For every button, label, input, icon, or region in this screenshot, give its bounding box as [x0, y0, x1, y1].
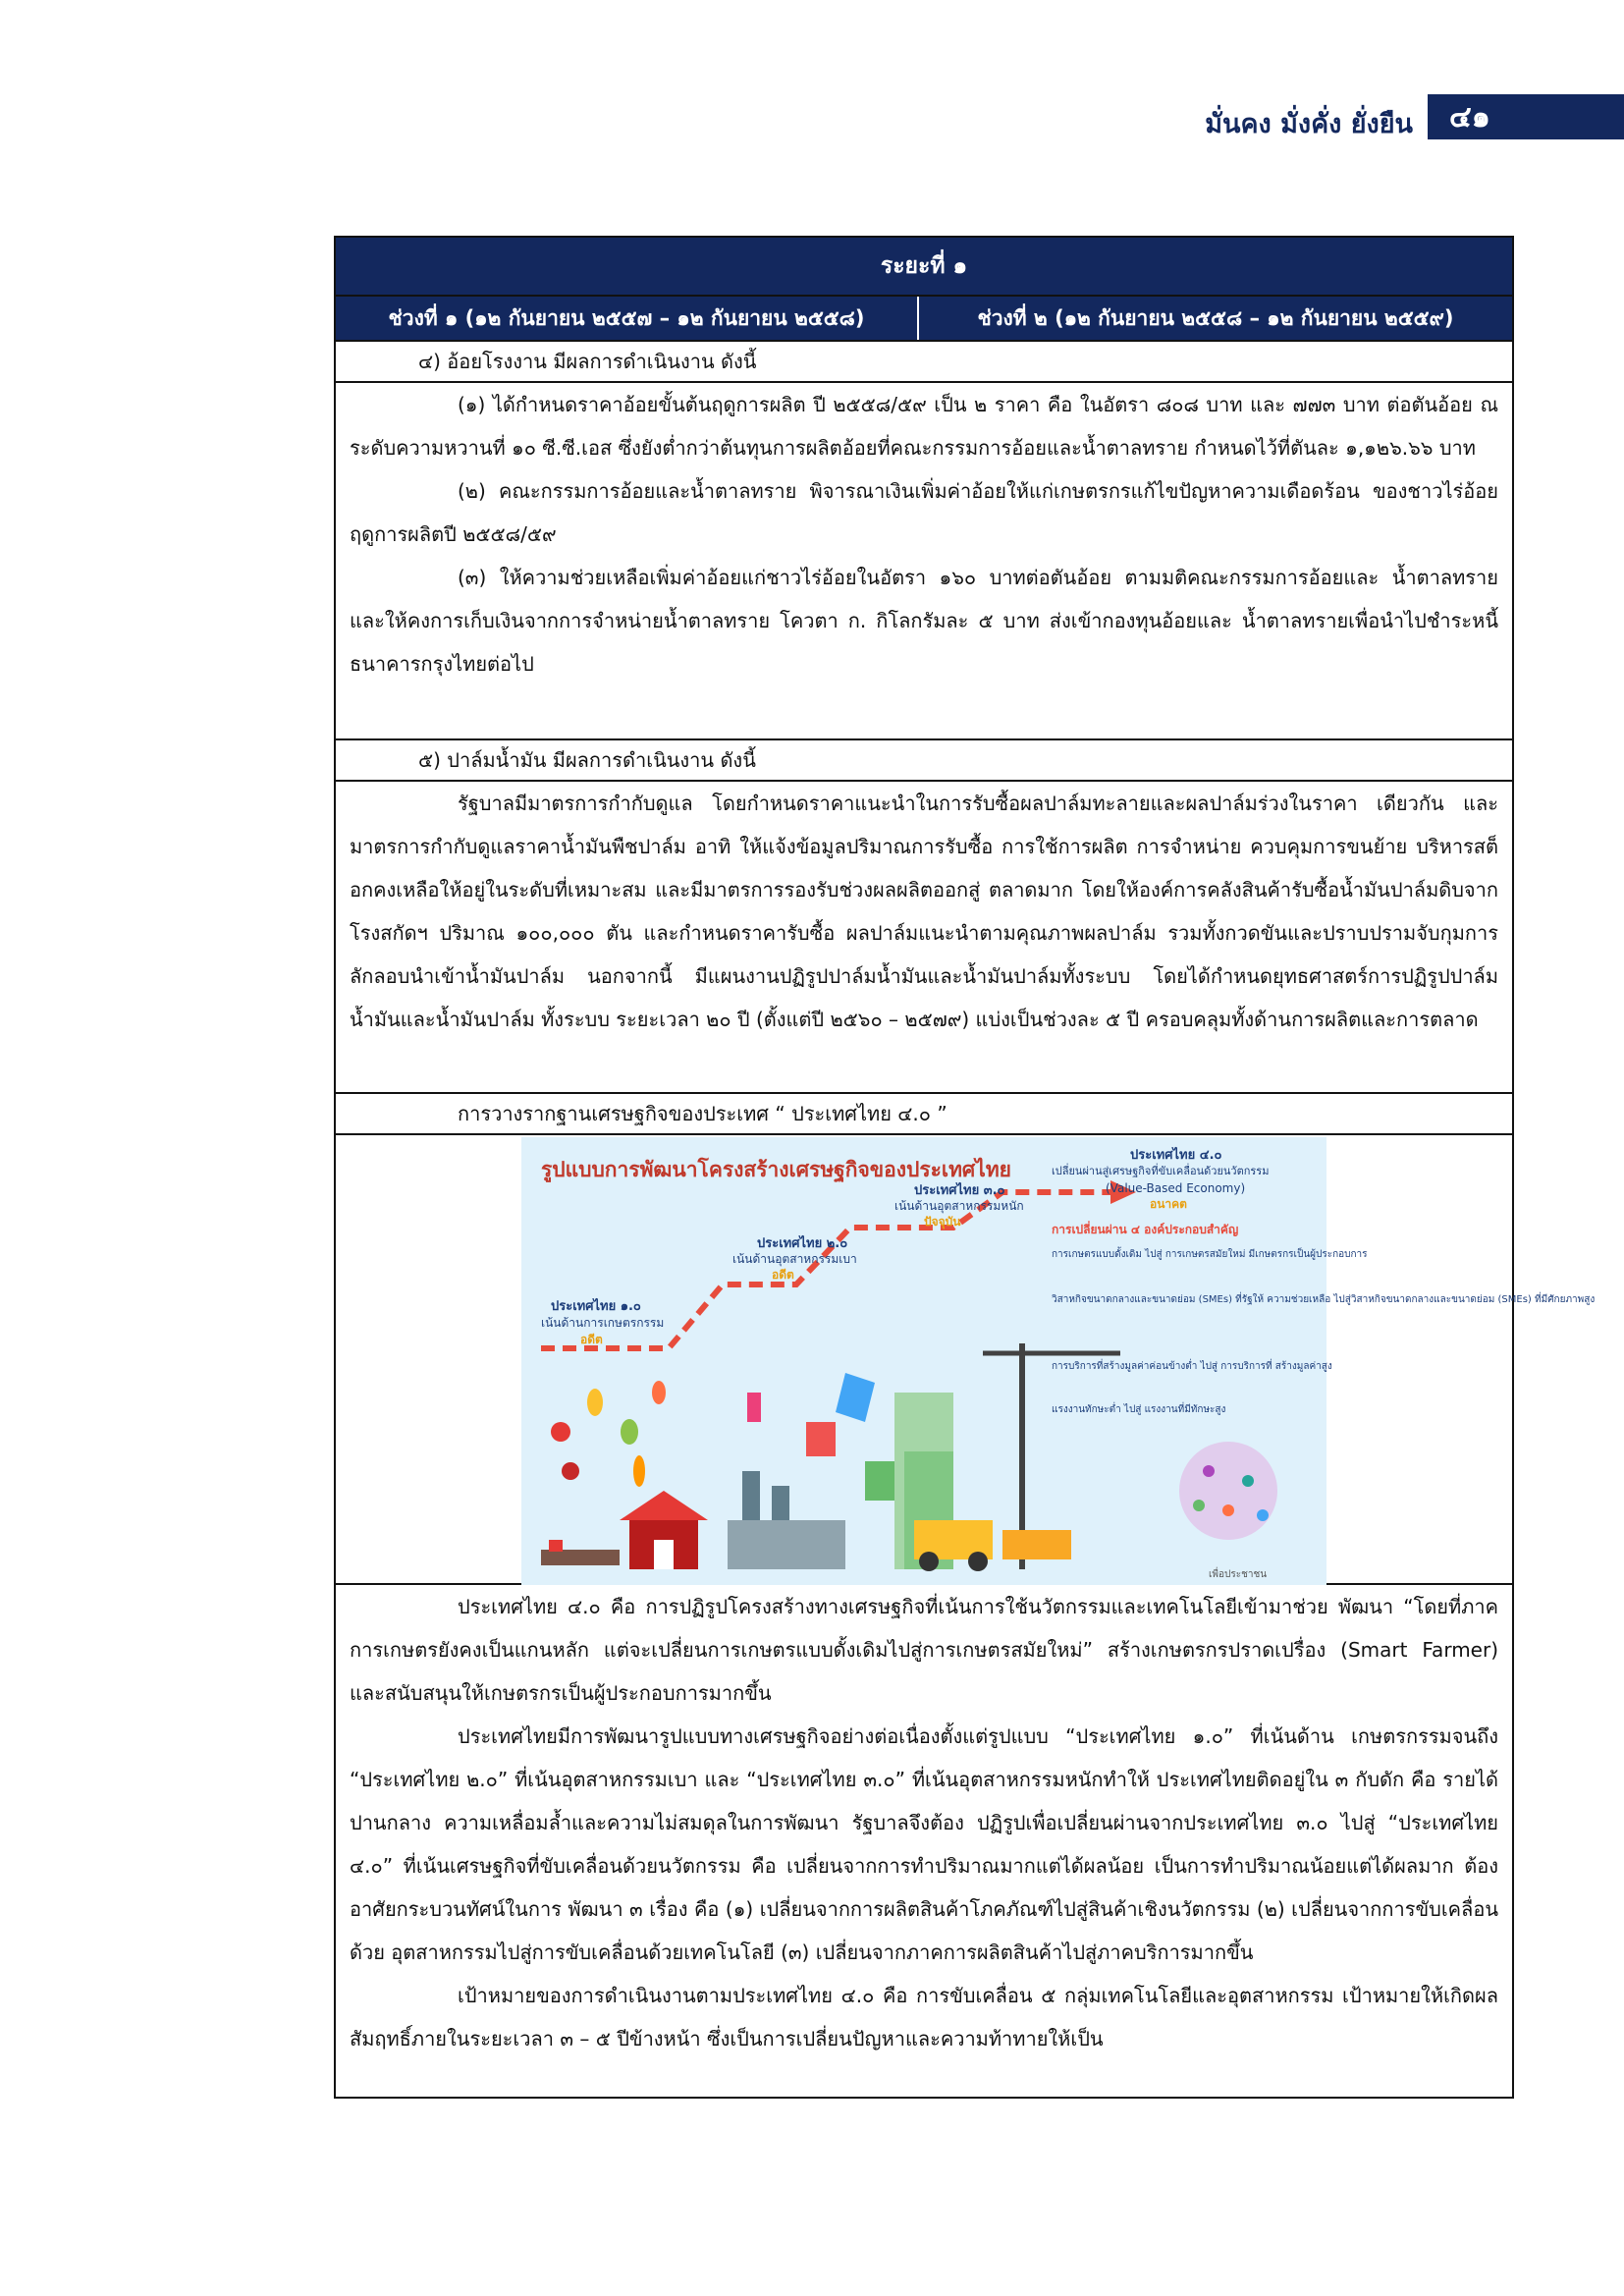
innovation-illustration — [1179, 1442, 1277, 1540]
transition-item-3: การบริการที่สร้างมูลค่าค่อนข้างต่ำ ไปสู่ การบริการที่ สร้างมูลค่าสูง — [1052, 1361, 1332, 1372]
stage2-desc: เน้นด้านอุตสาหกรรมเบา — [732, 1252, 857, 1266]
stage4-time: อนาคต — [1150, 1197, 1187, 1211]
infographic-graphic — [521, 1137, 1596, 1585]
period-header — [336, 297, 1512, 342]
stage4-en: (Value-Based Economy) — [1106, 1181, 1246, 1195]
transition-item-2: วิสาหกิจขนาดกลางและขนาดย่อม (SMEs) ที่รัฐให้ ความช่วยเหลือ ไปสู่วิสาหกิจขนาดกลางและขนาดย่อม (SMEs) ที่มีศักยภาพสูง — [1052, 1294, 1596, 1305]
stage4-desc: เปลี่ยนผ่านสู่เศรษฐกิจที่ขับเคลื่อนด้วยนวัตกรรม — [1052, 1165, 1270, 1177]
period-2: ช่วงที่ ๒ (๑๒ กันยายน ๒๕๕๘ – ๑๒ กันยายน ๒๕๕๙) — [977, 305, 1454, 330]
palm-heading: ๕) ปาล์มน้ำมัน มีผลการดำเนินงาน ดังนี้ — [336, 740, 1512, 782]
palm-paragraph: รัฐบาลมีมาตรการกำกับดูแล โดยกำหนดราคาแนะนำในการรับซื้อผลปาล์มทะลายและผลปาล์มร่วงในราคา เดียวกัน และมาตรการกำกับดูแลราคาน้ำมันพืชปาล์ม อาทิ ให้แจ้งข้อมูลปริมาณการรับซื้อ การใช้การผลิต การจำหน่าย ควบคุมการขนย้าย บริหารสต็อกคงเหลือให้อยู่ในระดับที่เหมาะสม และมีมาตรการรองรับช่วงผลผลิตออกสู่ ตลาดมาก โดยให้องค์การคลังสินค้ารับซื้อน้ำมันปาล์มดิบจากโรงสกัดฯ ปริมาณ ๑๐๐,๐๐๐ ตัน และกำหนดราคารับซื้อ ผลปาล์มแนะนำตามคุณภาพผลปาล์ม รวมทั้งกวดขันและปราบปรามจับกุมการลักลอบนำเข้าน้ำมันปาล์ม นอกจากนี้ มีแผนงานปฏิรูปปาล์มน้ำมันและน้ำมันปาล์มทั้งระบบ โดยได้กำหนดยุทธศาสตร์การปฏิรูปปาล์มน้ำมันและน้ำมันปาล์ม ทั้งระบบ ระยะเวลา ๒๐ ปี (ตั้งแต่ปี ๒๕๖๐ – ๒๕๗๙) แบ่งเป็นช่วงละ ๕ ปี ครอบคลุมทั้งด้านการผลิตและการตลาด — [350, 792, 1498, 1031]
infographic-title: รูปแบบการพัฒนาโครงสร้างเศรษฐกิจของประเทศไทย — [541, 1158, 1011, 1181]
stage3-title: ประเทศไทย ๓.๐ — [914, 1183, 1005, 1198]
infographic-source: เพื่อประชาชน — [1209, 1569, 1268, 1580]
stage1-desc: เน้นด้านการเกษตรกรรม — [541, 1316, 665, 1330]
palm-section — [336, 782, 1512, 1094]
period-1: ช่วงที่ ๑ (๑๒ กันยายน ๒๕๕๗ – ๑๒ กันยายน ๒๕๕๘) — [336, 297, 919, 340]
body-paragraph-1: ประเทศไทย ๔.๐ คือ การปฏิรูปโครงสร้างทางเศรษฐกิจที่เน้นการใช้นวัตกรรมและเทคโนโลยีเข้ามาช่วย พัฒนา “โดยที่ภาคการเกษตรยังคงเป็นแกนหลัก แต่จะเปลี่ยนการเกษตรแบบดั้งเดิมไปสู่การเกษตรสมัยใหม่” สร้างเกษตรกรปราดเปรื่อง (Smart Farmer) และสนับสนุนให้เกษตรกรเป็นผู้ประกอบการมากขึ้น — [350, 1595, 1498, 1705]
stage2-time: อดีต — [772, 1268, 794, 1282]
stage1-time: อดีต — [580, 1333, 603, 1346]
transition-item-1: การเกษตรแบบดั้งเดิม ไปสู่ การเกษตรสมัยใหม่ มีเกษตรกรเป็นผู้ประกอบการ — [1052, 1249, 1368, 1260]
sugarcane-section — [336, 383, 1512, 740]
stage1-title: ประเทศไทย ๑.๐ — [551, 1299, 641, 1314]
phase-title: ระยะที่ ๑ — [336, 238, 1512, 297]
thailand-4-body — [336, 1585, 1512, 2060]
infographic-row — [336, 1135, 1596, 1585]
page-number: ๔๑ — [1428, 94, 1624, 139]
stage3-time: ปัจจุบัน — [924, 1215, 961, 1229]
stage3-desc: เน้นด้านอุตสาหกรรมหนัก — [894, 1199, 1024, 1213]
sugarcane-heading: ๔) อ้อยโรงงาน มีผลการดำเนินงาน ดังนี้ — [336, 342, 1512, 383]
sugarcane-paragraph-3: (๓) ให้ความช่วยเหลือเพิ่มค่าอ้อยแก่ชาวไร่อ้อยในอัตรา ๑๖๐ บาทต่อตันอ้อย ตามมติคณะกรรมการอ้อยและ น้ำตาลทราย และให้คงการเก็บเงินจากการจำหน่ายน้ำตาลทราย โควตา ก. กิโลกรัมละ ๕ บาท ส่งเข้ากองทุนอ้อยและ น้ำตาลทรายเพื่อนำไปชำระหนี้ธนาคารกรุงไทยต่อไป — [350, 566, 1499, 676]
sugarcane-paragraph-1: (๑) ได้กำหนดราคาอ้อยขั้นต้นฤดูการผลิต ปี ๒๕๕๘/๕๙ เป็น ๒ ราคา คือ ในอัตรา ๘๐๘ บาท และ ๗๗๓ บาท ต่อตันอ้อย ณ ระดับความหวานที่ ๑๐ ซี.ซี.เอส ซึ่งยังต่ำกว่าต้นทุนการผลิตอ้อยที่คณะกรรมการอ้อยและน้ำตาลทราย กำหนดไว้ที่ตันละ ๑,๑๒๖.๖๖ บาท — [350, 393, 1498, 460]
stage4-title: ประเทศไทย ๔.๐ — [1130, 1148, 1222, 1163]
sugarcane-paragraph-2: (๒) คณะกรรมการอ้อยและน้ำตาลทราย พิจารณาเงินเพิ่มค่าอ้อยให้แก่เกษตรกรแก้ไขปัญหาความเดือดร้อน ของชาวไร่อ้อยฤดูการผลิตปี ๒๕๕๘/๕๙ — [350, 479, 1498, 546]
body-paragraph-3: เป้าหมายของการดำเนินงานตามประเทศไทย ๔.๐ คือ การขับเคลื่อน ๕ กลุ่มเทคโนโลยีและอุตสาหกรรม เป้าหมายให้เกิดผลสัมฤทธิ์ภายในระยะเวลา ๓ – ๕ ปีข้างหน้า ซึ่งเป็นการเปลี่ยนปัญหาและความท้าทายให้เป็น — [350, 1984, 1498, 2050]
header-title: มั่นคง มั่งคั่ง ยั่งยืน — [1205, 109, 1413, 139]
stage2-title: ประเทศไทย ๒.๐ — [757, 1236, 848, 1251]
foundation-heading: การวางรากฐานเศรษฐกิจของประเทศ “ ประเทศไทย ๔.๐ ” — [336, 1094, 1512, 1135]
thailand-4-infographic — [521, 1137, 1596, 1585]
body-paragraph-2: ประเทศไทยมีการพัฒนารูปแบบทางเศรษฐกิจอย่างต่อเนื่องตั้งแต่รูปแบบ “ประเทศไทย ๑.๐” ที่เน้นด้าน เกษตรกรรมจนถึง “ประเทศไทย ๒.๐” ที่เน้นอุตสาหกรรมเบา และ “ประเทศไทย ๓.๐” ที่เน้นอุตสาหกรรมหนักทำให้ ประเทศไทยติดอยู่ใน ๓ กับดัก คือ รายได้ปานกลาง ความเหลื่อมล้ำและความไม่สมดุลในการพัฒนา รัฐบาลจึงต้อง ปฏิรูปเพื่อเปลี่ยนผ่านจากประเทศไทย ๓.๐ ไปสู่ “ประเทศไทย ๔.๐” ที่เน้นเศรษฐกิจที่ขับเคลื่อนด้วยนวัตกรรม คือ เปลี่ยนจากการทำปริมาณมากแต่ได้ผลน้อย เป็นการทำปริมาณน้อยแต่ได้ผลมาก ต้องอาศัยกระบวนทัศน์ในการ พัฒนา ๓ เรื่อง คือ (๑) เปลี่ยนจากการผลิตสินค้าโภคภัณฑ์ไปสู่สินค้าเชิงนวัตกรรม (๒) เปลี่ยนจากการขับเคลื่อนด้วย อุตสาหกรรมไปสู่การขับเคลื่อนด้วยเทคโนโลยี (๓) เปลี่ยนจากภาคการผลิตสินค้าไปสู่ภาคบริการมากขึ้น — [350, 1724, 1498, 1964]
transition-item-4: แรงงานทักษะต่ำ ไปสู่ แรงงานที่มีทักษะสูง — [1052, 1404, 1226, 1415]
report-table — [334, 236, 1596, 2099]
transition-heading: การเปลี่ยนผ่าน ๔ องค์ประกอบสำคัญ — [1052, 1223, 1239, 1236]
